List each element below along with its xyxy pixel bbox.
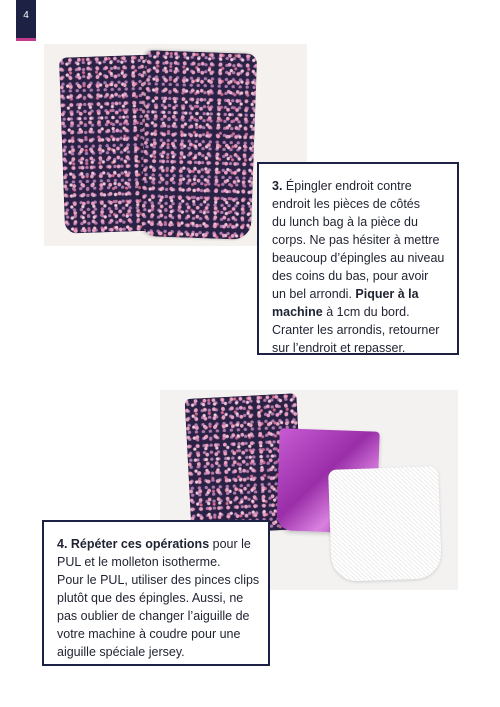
step4-line: 4. Répéter ces opérations pour le <box>57 537 251 551</box>
step3-line: sur l’endroit et repasser. <box>272 341 406 355</box>
step4-line: aiguille spéciale jersey. <box>57 645 185 659</box>
step-4-instructions <box>42 520 270 666</box>
step4-line: Pour le PUL, utiliser des pinces clips <box>57 573 260 587</box>
step3-line: endroit les pièces de côtés <box>272 197 421 211</box>
page-number: 4 <box>23 10 29 21</box>
fabric-piece-right <box>141 50 257 240</box>
step4-line: pas oublier de changer l’aiguille de <box>57 609 250 623</box>
step3-line: des coins du bas, pour avoir <box>272 269 429 283</box>
step3-line: corps. Ne pas hésiter à mettre <box>272 233 440 247</box>
white-insulated-bag <box>328 466 442 582</box>
step4-line: votre machine à coudre pour une <box>57 627 241 641</box>
page-number-tab <box>16 0 36 41</box>
step3-line: machine à 1cm du bord. <box>272 305 410 319</box>
step-3-instructions <box>257 162 459 355</box>
step3-line: Cranter les arrondis, retourner <box>272 323 440 337</box>
step4-line: plutôt que des épingles. Aussi, ne <box>57 591 244 605</box>
step3-line: du lunch bag à la pièce du <box>272 215 418 229</box>
step4-line: PUL et le molleton isotherme. <box>57 555 221 569</box>
step3-line: 3. Épingler endroit contre <box>272 179 412 193</box>
step3-line: un bel arrondi. Piquer à la <box>272 287 419 301</box>
step3-line: beaucoup d’épingles au niveau <box>272 251 445 265</box>
